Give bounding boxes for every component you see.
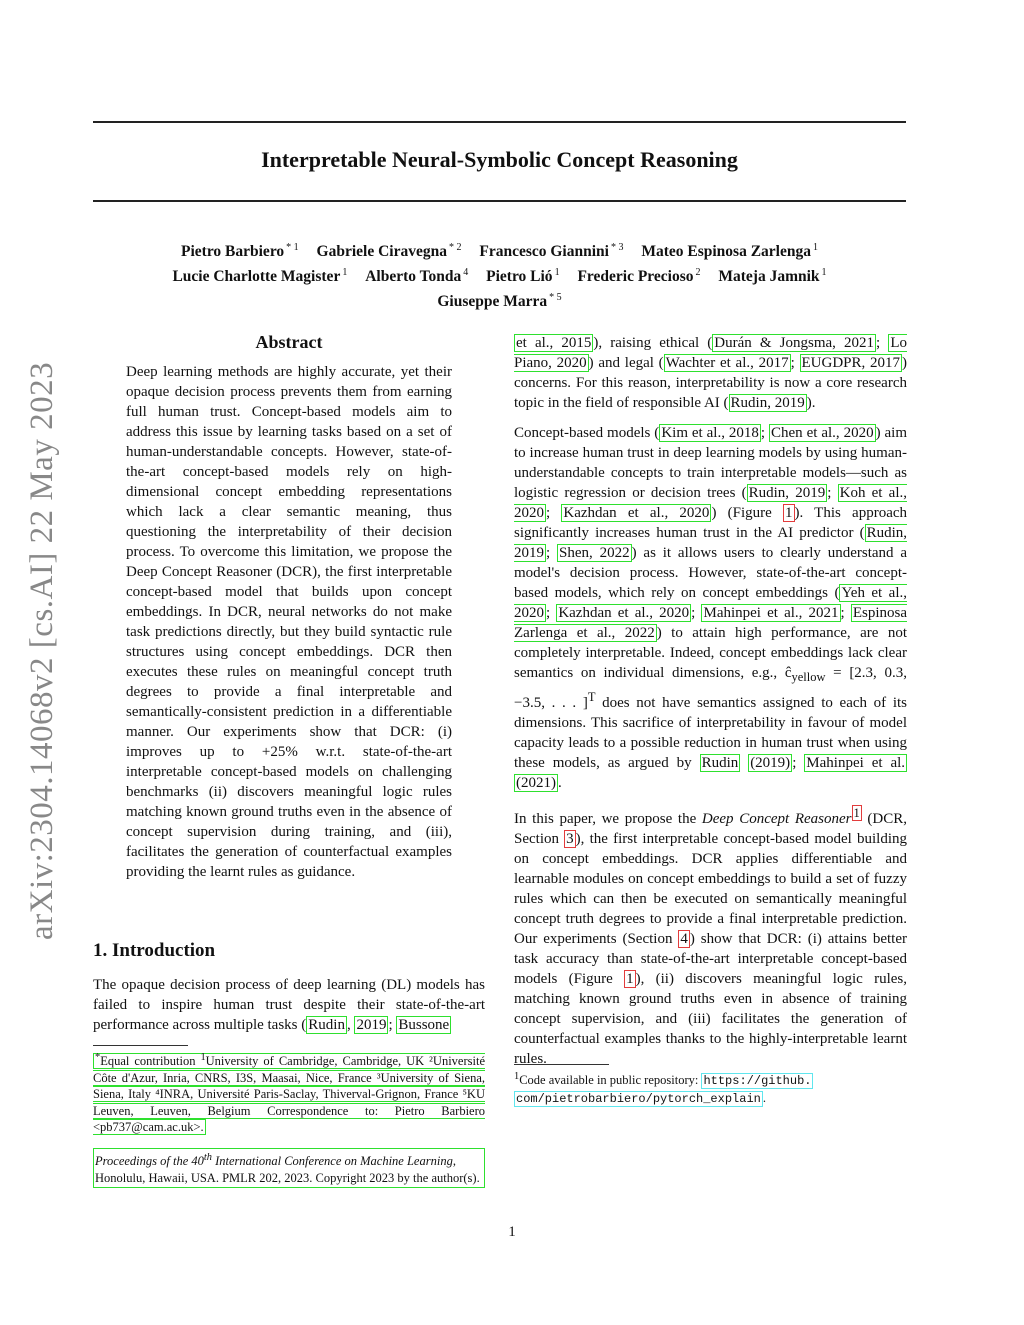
page-number: 1 (508, 1224, 516, 1240)
citation-link[interactable]: Wachter et al., 2017 (665, 355, 789, 371)
citation-link[interactable]: Yeh et al., 2020 (514, 585, 908, 621)
citation-link[interactable]: et al., 2015 (516, 335, 592, 351)
citation-link[interactable]: Mahinpei et al. (806, 755, 906, 771)
citation-link[interactable]: Durán & Jongsma, 2021 (714, 335, 875, 351)
author: Gabriele Ciravegna $^{* 2}$ (316, 242, 462, 261)
intro-paragraph-left: The opaque decision process of deep learning (DL) models has failed to inspire human trust despite their state-of-the-art performance across multiple tasks ( Rudin , 2019 ; Bussone (93, 977, 485, 1033)
citation-link[interactable]: Bussone (398, 1017, 450, 1033)
author: Lucie Charlotte Magister $^1$ (172, 267, 348, 286)
code-footnote: $^1$Code available in public repository: https://github. com/pietrobarbiero/pytorch_explain . (514, 1071, 812, 1106)
footnote-rule (514, 1064, 609, 1065)
abstract-heading: Abstract (255, 332, 323, 352)
citation-link[interactable]: Rudin (308, 1017, 345, 1033)
repository-link[interactable]: https://github. (703, 1074, 812, 1089)
section-link[interactable]: 3 (566, 831, 574, 847)
citation-link[interactable]: Mahinpei et al., 2021 (703, 605, 839, 621)
citation-link[interactable]: Rudin, 2019 (514, 525, 907, 561)
citation-link[interactable]: Shen, 2022 (559, 545, 630, 561)
author-list (93, 237, 906, 312)
proceedings-note[interactable]: Proceedings of the 40th International Conference on Machine Learning, Honolulu, Hawaii, USA. PMLR 202, 2023. Copyright 2023 by the author(s). (93, 1148, 485, 1188)
author: Mateja Jamnik $^1$ (718, 267, 827, 286)
citation-link[interactable]: Kim et al., 2018 (661, 425, 759, 441)
footnote-link[interactable]: 1 (853, 806, 860, 820)
citation-link[interactable]: Rudin, 2019 (730, 395, 805, 411)
right-column (514, 333, 907, 1069)
author: Giuseppe Marra $^{* 5}$ (437, 292, 562, 311)
citation-link[interactable]: EUGDPR, 2017 (801, 355, 900, 371)
citation-link[interactable]: Kazhdan et al., 2020 (563, 505, 710, 521)
author: Francesco Giannini $^{* 3}$ (479, 242, 624, 261)
intro-paragraph-2: Concept-based models ( Kim et al., 2018 ; Chen et al., 2020 ) aim to increase human trust in deep learning models by using human-understandable concepts to train interpretable models—such as logistic regression or decision trees ( Rudin, 2019 ; Koh et al., 2020 ; Kazhdan et al., 2020 ) (Figure 1 ). This approach significantly increases human trust in the AI predictor ( Rudin, 2019 ; Shen, 2022 ) as it allows users to clearly understand a model's decision process. However, state-of-the-art concept-based models, which rely on concept embeddings ( Yeh et al., 2020 ; Kazhdan et al., 2020 ; Mahinpei et al., 2021 ; Espinosa Zarlenga et al., 2022 ) to attain high performance, are not completely interpretable. Indeed, concept embeddings lack clear semantics on individual dimensions, e.g., $ĉ_{yellow} = [2.3$, 0.3, −3.5, . . . ]$^T$ does not have semantics assigned to each of its dimensions. This sacrifice of interpretability in favour of model capacity leads to a possible reduction in human trust when using these models, as argued by Rudin (2019) ; Mahinpei et al. (2021) . (514, 425, 908, 791)
citation-link[interactable]: Koh et al., 2020 (514, 485, 907, 521)
affiliation-link[interactable]: *Equal contribution $^1$University of Cambridge, Cambridge, UK ²Université Côte d'Azur, Inria, CNRS, I3S, Maasai, Nice, France ³University of Siena, Siena, Italy ⁴INRA, Université Paris-Saclay, Thiverval-Grignon, France ⁵KU Leuven, Leuven, Belgium Correspondence to: Pietro Barbiero <pb737@cam.ac.uk>. (93, 1052, 486, 1135)
top-rule (93, 121, 906, 123)
citation-link[interactable]: Rudin (701, 755, 739, 771)
citation-link[interactable]: Kazhdan et al., 2020 (558, 605, 690, 621)
citation-link[interactable]: Espinosa Zarlenga et al., 2022 (514, 605, 908, 641)
figure-link[interactable]: 1 (626, 971, 634, 987)
figure-link[interactable]: 1 (785, 505, 793, 521)
citation-link[interactable]: (2021) (516, 775, 556, 791)
author: Pietro Lió $^1$ (486, 267, 560, 286)
author: Alberto Tonda $^4$ (365, 267, 469, 286)
intro-paragraph-1-cont: et al., 2015 ), raising ethical ( Durán & Jongsma, 2021 ; Lo Piano, 2020 ) and legal ( Wachter et al., 2017 ; EUGDPR, 2017 ) concerns. For this reason, interpretability is now a core research topic in the field of responsible AI ( Rudin, 2019 ). (514, 335, 908, 411)
footnote-rule (93, 1045, 188, 1046)
citation-link[interactable]: (2019) (750, 755, 791, 771)
section-heading-introduction: 1. Introduction (93, 940, 216, 961)
paper-title: Interpretable Neural-Symbolic Concept Reasoning (261, 147, 738, 172)
section-link[interactable]: 4 (680, 931, 688, 947)
author: Frederic Precioso $^2$ (577, 267, 701, 286)
title-bottom-rule (93, 200, 906, 202)
citation-link[interactable]: Rudin, 2019 (748, 485, 826, 501)
repository-link[interactable]: com/pietrobarbiero/pytorch_explain (516, 1091, 761, 1106)
intro-paragraph-3: In this paper, we propose the Deep Concept Reasoner $^1$ (DCR, Section 3 ), the first interpretable concept-based model building on concept embeddings. DCR applies differentiable and learnable modules on concept embeddings to build a set of fuzzy rules which can then be executed on semantically meaningful concept truth degrees to provide a final interpretable prediction. Our experiments (Section 4 ) show that DCR: (i) attains better task accuracy than state-of-the-art interpretable concept-based models (Figure 1 ), (ii) discovers meaningful logic rules, matching known ground truths even in absence of training concept supervision, and (iii) facilitates the generation of counterfactual examples thanks to the highly-interpretable learnt rules. (514, 806, 907, 1067)
arxiv-stamp: arXiv:2304.14068v2 [cs.AI] 22 May 2023 (24, 361, 60, 940)
citation-link[interactable]: 2019 (356, 1017, 387, 1033)
affiliation-footnote (93, 1050, 485, 1136)
author: Mateo Espinosa Zarlenga $^1$ (641, 242, 818, 261)
citation-link[interactable]: Chen et al., 2020 (771, 425, 874, 441)
citation-link[interactable]: Lo Piano, 2020 (514, 335, 908, 371)
author: Pietro Barbiero $^{* 1}$ (181, 242, 299, 261)
abstract-body: Deep learning methods are highly accurate, yet their opaque decision process prevents them from earning full human trust. Concept-based models aim to address this issue by learning tasks based on a set of human-understandable concepts. However, state-of-the-art concept-based models rely on high-dimensional concept embedding representations which lack a clear semantic meaning, thus questioning the interpretability of their decision process. To overcome this limitation, we propose the Deep Concept Reasoner (DCR), the first interpretable concept-based model that builds upon concept embeddings. In DCR, neural networks do not make task predictions directly, but they build syntactic rule structures using concept embeddings. DCR then executes these rules on meaningful concept truth degrees to provide a final interpretable and semantically-consistent prediction in a differentiable manner. Our experiments show that DCR: (i) improves up to +25% w.r.t. state-of-the-art interpretable concept-based models on challenging benchmarks (ii) discovers meaningful logic rules matching known ground truths even in the absence of concept supervision during training, and (iii), facilitates the generation of counterfactual examples providing the learnt rules as guidance. (126, 364, 452, 880)
